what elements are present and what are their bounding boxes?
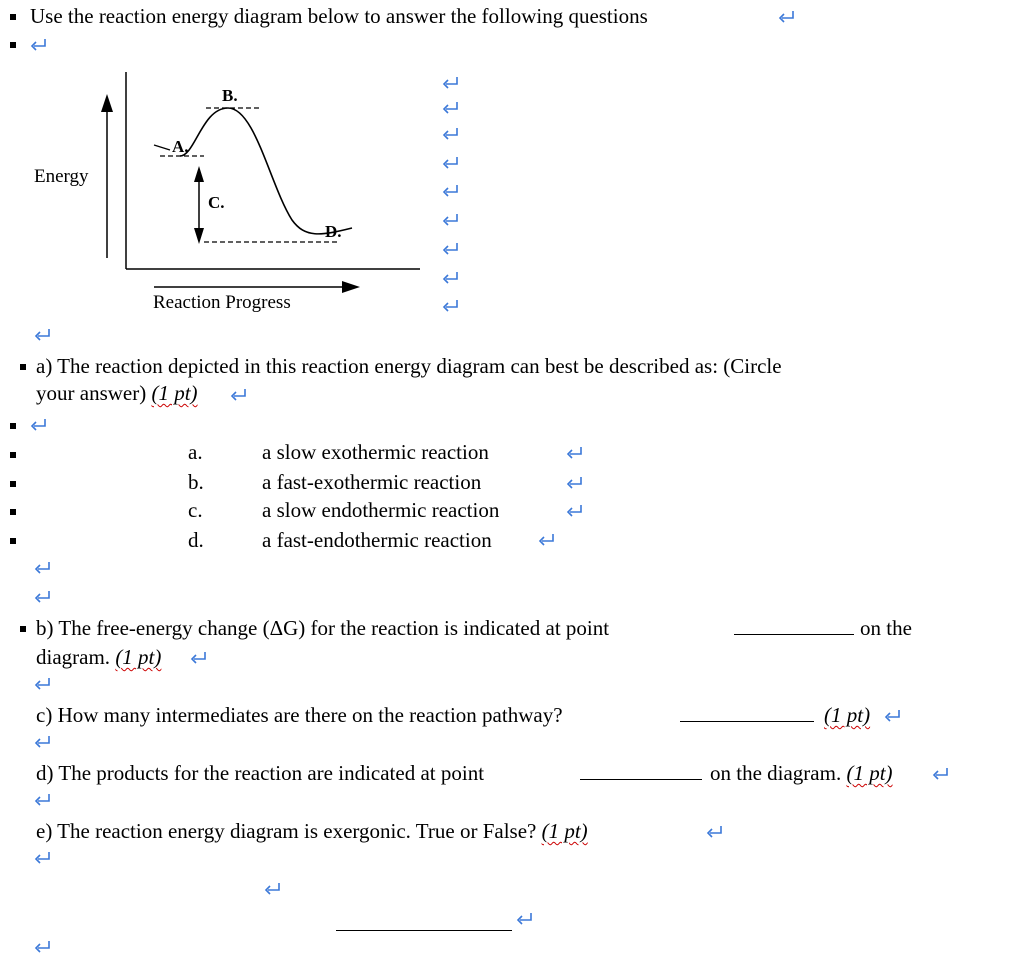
- question-b-line2: [36, 645, 161, 670]
- return-mark-icon: [442, 184, 460, 198]
- question-d-tail: [710, 761, 893, 786]
- list-bullet: [10, 509, 16, 515]
- return-mark-icon: [34, 793, 52, 807]
- return-mark-icon: [230, 388, 248, 402]
- return-mark-icon: [30, 418, 48, 432]
- return-mark-icon: [442, 76, 460, 90]
- answer-blank-e[interactable]: [336, 912, 512, 937]
- question-d-points: (1 pt): [846, 761, 893, 785]
- answer-blank-b[interactable]: [734, 616, 854, 641]
- question-c-text: c) How many intermediates are there on the reaction pathway?: [36, 703, 563, 727]
- return-mark-icon: [884, 709, 902, 723]
- x-axis-label: Reaction Progress: [153, 292, 291, 313]
- return-mark-icon: [34, 940, 52, 954]
- point-b-label: B.: [222, 86, 238, 105]
- return-mark-icon: [442, 101, 460, 115]
- option-a-text[interactable]: a slow exothermic reaction: [262, 440, 489, 464]
- list-bullet: [10, 452, 16, 458]
- return-mark-icon: [34, 735, 52, 749]
- point-c-label: C.: [208, 193, 225, 212]
- intro-label: Use the reaction energy diagram below to answer the following questions: [30, 4, 648, 28]
- option-letter: a.: [188, 440, 203, 464]
- return-mark-icon: [566, 446, 584, 460]
- question-d-text: d) The products for the reaction are indicated at point: [36, 761, 485, 785]
- option-letter: c.: [188, 498, 203, 522]
- question-b-text: diagram.: [36, 645, 116, 669]
- return-mark-icon: [778, 10, 796, 24]
- option-letter: d.: [188, 528, 204, 552]
- list-bullet: [10, 481, 16, 487]
- option-letter: b.: [188, 470, 204, 494]
- question-c-points: [824, 703, 870, 728]
- question-e-text: [36, 819, 588, 844]
- question-e-points: (1 pt): [541, 819, 588, 843]
- list-bullet: [20, 364, 26, 370]
- return-mark-icon: [516, 912, 534, 926]
- return-mark-icon: [442, 271, 460, 285]
- return-mark-icon: [538, 533, 556, 547]
- option-b-text[interactable]: a fast-exothermic reaction: [262, 470, 482, 494]
- return-mark-icon: [34, 328, 52, 342]
- option-c-text[interactable]: a slow endothermic reaction: [262, 498, 500, 522]
- return-mark-icon: [34, 561, 52, 575]
- return-mark-icon: [34, 851, 52, 865]
- question-b-line1: b) The free-energy change (ΔG) for the reaction is indicated at point: [36, 616, 610, 640]
- return-mark-icon: [566, 504, 584, 518]
- point-d-label: D.: [325, 222, 342, 241]
- question-b-points: (1 pt): [115, 645, 162, 669]
- return-mark-icon: [264, 882, 282, 896]
- return-mark-icon: [442, 213, 460, 227]
- question-c-points-label: (1 pt): [824, 703, 871, 727]
- question-a-line1: a) The reaction depicted in this reaction energy diagram can best be described as: (Circle: [36, 354, 782, 378]
- question-d-tail-text: on the diagram.: [710, 761, 847, 785]
- return-mark-icon: [442, 242, 460, 256]
- return-mark-icon: [706, 825, 724, 839]
- return-mark-icon: [190, 651, 208, 665]
- question-a-points: (1 pt): [151, 381, 198, 405]
- question-e-label: e) The reaction energy diagram is exergonic. True or False?: [36, 819, 542, 843]
- option-d-text[interactable]: a fast-endothermic reaction: [262, 528, 492, 552]
- answer-blank-c[interactable]: [680, 703, 814, 728]
- return-mark-icon: [34, 677, 52, 691]
- question-a-text: your answer): [36, 381, 152, 405]
- point-a-label: A.: [172, 137, 189, 156]
- return-mark-icon: [34, 590, 52, 604]
- return-mark-icon: [566, 476, 584, 490]
- list-bullet: [10, 538, 16, 544]
- reaction-energy-diagram: [0, 0, 470, 330]
- return-mark-icon: [442, 156, 460, 170]
- return-mark-icon: [442, 127, 460, 141]
- return-mark-icon: [442, 299, 460, 313]
- list-bullet: [10, 423, 16, 429]
- energy-axis-label: Energy: [34, 166, 89, 187]
- question-b-tail: on the: [860, 616, 912, 640]
- list-bullet: [20, 626, 26, 632]
- answer-blank-d[interactable]: [580, 761, 702, 786]
- return-mark-icon: [932, 767, 950, 781]
- question-a-line2: [36, 381, 198, 406]
